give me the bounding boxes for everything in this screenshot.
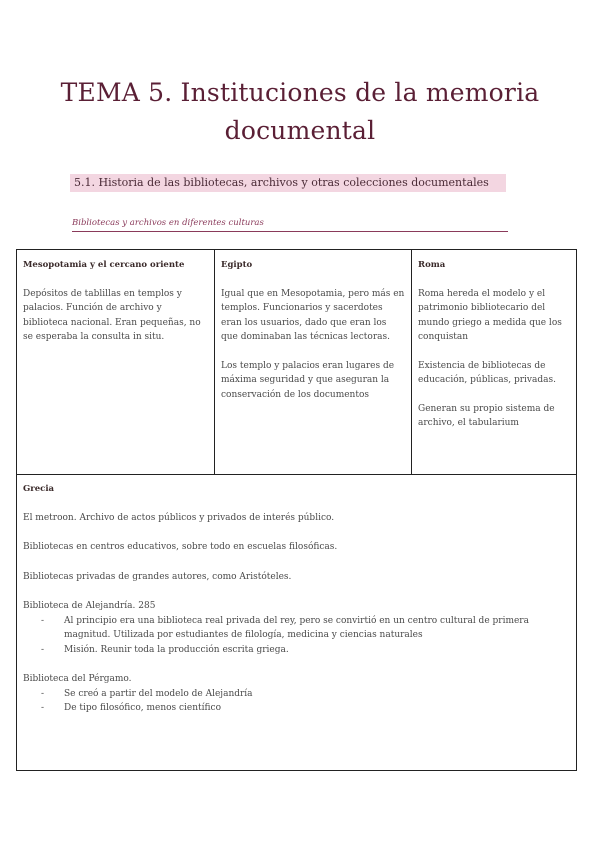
block-title: Biblioteca del Pérgamo. xyxy=(23,674,132,684)
cell-header: Roma xyxy=(418,260,446,270)
table-row-top xyxy=(17,250,576,475)
cell-paragraph: Generan su propio sistema de archivo, el tabularium xyxy=(418,403,555,428)
subheading: Bibliotecas y archivos en diferentes culturas xyxy=(72,218,508,232)
bullet-list xyxy=(23,614,570,658)
cultures-table xyxy=(16,249,577,771)
title-line-1: TEMA 5. Instituciones de la memoria xyxy=(60,78,540,107)
cell-paragraph: Bibliotecas en centros educativos, sobre todo en escuelas filosóficas. xyxy=(23,542,338,552)
block-title: Biblioteca de Alejandría. 285 xyxy=(23,601,156,611)
cell-paragraph: Depósitos de tablillas en templos y palacios. Función de archivo y biblioteca nacional. Eran pequeñas, no se esperaba la consulta in situ. xyxy=(23,288,201,342)
cell-header: Grecia xyxy=(23,484,55,494)
cell-paragraph: Igual que en Mesopotamia, pero más en templos. Funcionarios y sacerdotes eran los usuarios, dado que eran los que dominaban las técnicas lectoras. xyxy=(221,288,405,342)
cell-paragraph: Los templo y palacios eran lugares de máxima seguridad y que aseguran la conservación de los documentos xyxy=(221,360,395,400)
alejandria-block xyxy=(23,599,570,657)
cell-paragraph: Bibliotecas privadas de grandes autores, como Aristóteles. xyxy=(23,571,292,582)
cell-paragraph: El metroon. Archivo de actos públicos y privados de interés público. xyxy=(23,512,335,523)
title-line-2: documental xyxy=(224,116,376,145)
cell-mesopotamia xyxy=(17,250,215,474)
bullet-list xyxy=(23,687,570,716)
cell-grecia xyxy=(17,474,576,739)
cell-paragraph: Existencia de bibliotecas de educación, públicas, privadas. xyxy=(418,360,556,385)
section-heading: 5.1. Historia de las bibliotecas, archivos y otras colecciones documentales xyxy=(70,174,506,192)
page-title xyxy=(60,74,540,150)
list-item: - Misión. Reunir toda la producción escrita griega. xyxy=(23,643,570,658)
pergamo-block xyxy=(23,672,570,716)
cell-egipto xyxy=(215,250,412,474)
list-item: - De tipo filosófico, menos científico xyxy=(23,701,570,716)
cell-header: Mesopotamia y el cercano oriente xyxy=(23,260,185,270)
list-item: - Se creó a partir del modelo de Alejandría xyxy=(23,687,570,702)
list-item: - Al principio era una biblioteca real privada del rey, pero se convirtió en un centro cultural de primera magnitud. Utilizada por estudiantes de filología, medicina y ciencias naturales xyxy=(23,614,570,643)
cell-header: Egipto xyxy=(221,260,253,270)
cell-paragraph: Roma hereda el modelo y el patrimonio bibliotecario del mundo griego a medida que los conquistan xyxy=(418,288,562,342)
cell-roma xyxy=(412,250,576,474)
